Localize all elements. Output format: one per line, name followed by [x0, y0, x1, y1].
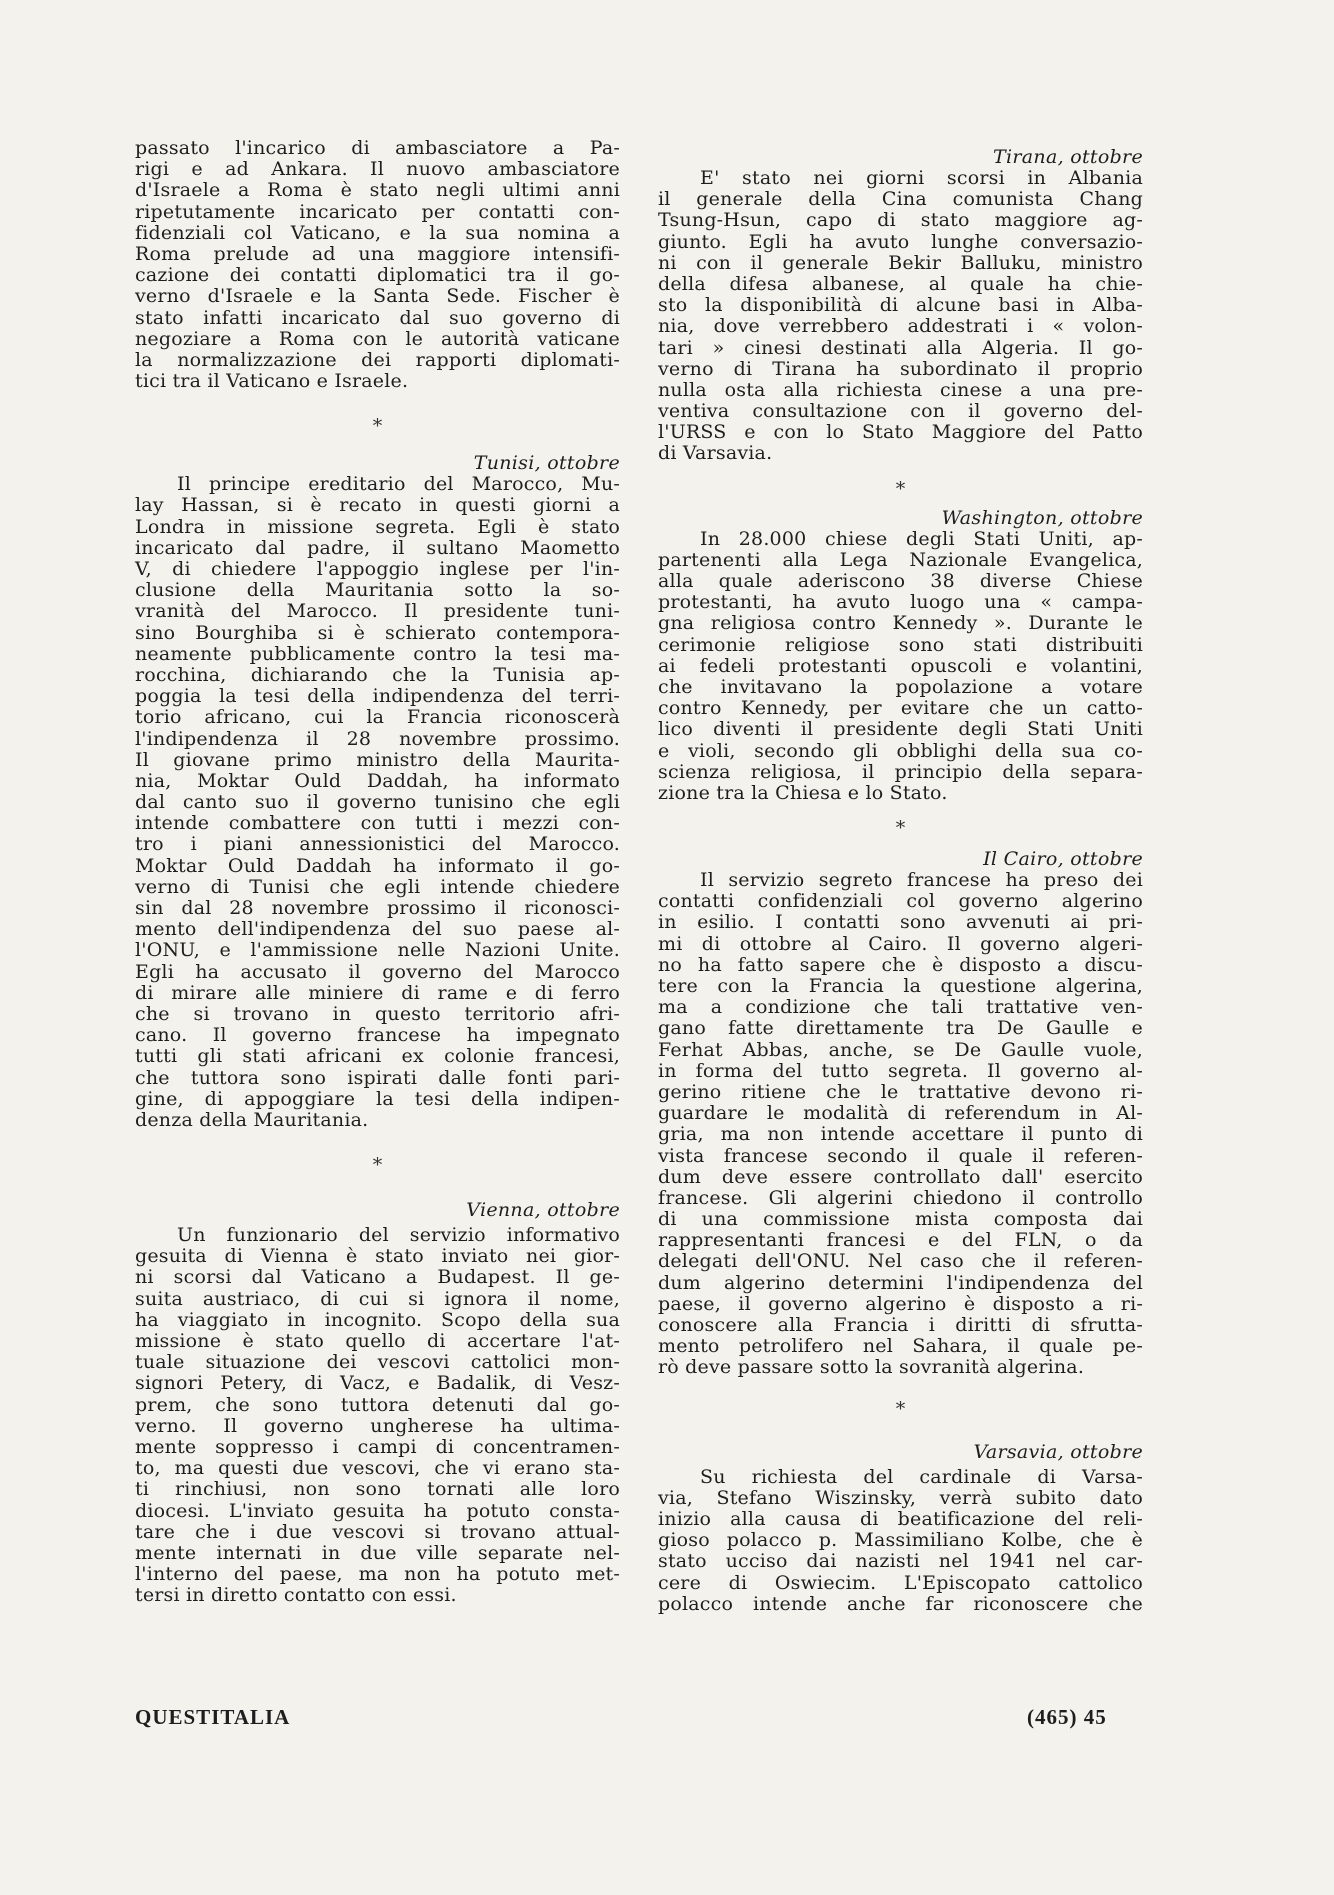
text-line: mi di ottobre al Cairo. Il governo algeri-	[658, 932, 1143, 955]
text-line: nia, dove verrebbero addestrati i « volon-	[658, 315, 1143, 338]
dateline-cairo: Il Cairo, ottobre	[983, 848, 1143, 871]
text-line: nulla osta alla richiesta cinese a una pre-	[658, 378, 1143, 401]
text-line: suita austriaco, di cui si ignora il nome,	[135, 1287, 620, 1310]
text-line: Un funzionario del servizio informativo	[177, 1224, 620, 1247]
text-line: missione è stato quello di accertare l'at-	[135, 1330, 620, 1352]
text-line: gerino ritiene che le trattative devono ri-	[658, 1080, 1143, 1103]
text-line: signori Petery, di Vacz, e Badalik, di Vesz-	[135, 1372, 620, 1395]
text-line: gna religiosa contro Kennedy ». Durante le	[658, 612, 1143, 635]
text-line: cazione dei contatti diplomatici tra il go-	[135, 264, 620, 287]
text-line: cere di Oswiecim. L'Episcopato cattolico	[658, 1571, 1143, 1594]
text-line: contatti confidenziali col governo algerino	[658, 890, 1143, 913]
text-line: gioso polacco p. Massimiliano Kolbe, che è	[658, 1529, 1143, 1552]
text-line: di una commissione mista composta dai	[658, 1208, 1143, 1231]
text-line: lay Hassan, si è recato in questi giorni a	[135, 494, 620, 517]
article-washington	[658, 529, 1143, 804]
text-line: ha viaggiato in incognito. Scopo della sua	[135, 1308, 620, 1331]
dateline-varsavia: Varsavia, ottobre	[973, 1440, 1143, 1463]
text-line: torio africano, cui la Francia riconoscerà	[135, 706, 620, 729]
text-line: polacco intende anche far riconoscere che	[658, 1592, 1143, 1615]
text-line: della difesa albanese, al quale ha chie-	[658, 272, 1143, 295]
text-line: fidenziali col Vaticano, e la sua nomina a	[135, 221, 620, 244]
text-line: dal canto suo il governo tunisino che egli	[135, 791, 620, 814]
text-line: cerimonie religiose sono stati distribuiti	[658, 633, 1143, 656]
dateline-vienna: Vienna, ottobre	[466, 1199, 620, 1222]
text-line: paese, il governo algerino è disposto a ri-	[658, 1292, 1143, 1315]
text-line: to, ma questi due vescovi, che vi erano sta-	[135, 1457, 620, 1480]
page-number: (465) 45	[1027, 1705, 1107, 1729]
left-column	[135, 138, 620, 1606]
text-line: verno di Tunisi che egli intende chiedere	[135, 875, 620, 898]
text-line: mento dell'indipendenza del suo paese al-	[135, 918, 620, 941]
text-line: tersi in diretto contatto con essi.	[135, 1584, 457, 1607]
text-line: tro i piani annessionistici del Marocco.	[135, 833, 620, 856]
text-line: via, Stefano Wiszinsky, verrà subito dato	[658, 1486, 1143, 1509]
text-line: diocesi. L'inviato gesuita ha potuto consta-	[135, 1499, 620, 1522]
text-line: giunto. Egli ha avuto lunghe conversazio-	[658, 230, 1143, 253]
text-line: lico diventi il presidente degli Stati Uniti	[658, 718, 1143, 741]
text-line: dum algerino determini l'indipendenza del	[658, 1271, 1143, 1294]
text-line: l'indipendenza il 28 novembre prossimo.	[135, 727, 620, 750]
text-line: Il giovane primo ministro della Maurita-	[135, 748, 620, 771]
article-cairo	[658, 870, 1143, 1379]
text-line: E' stato nei giorni scorsi in Albania	[700, 167, 1143, 189]
text-line: Londra in missione segreta. Egli è stato	[135, 515, 620, 538]
text-line: gesuita di Vienna è stato inviato nei gior-	[135, 1245, 620, 1268]
text-line: tere con la Francia la questione algerina,	[658, 975, 1143, 997]
text-line: e violi, secondo gli obblighi della sua co-	[658, 739, 1143, 762]
text-line: di mirare alle miniere di rame e di ferro	[135, 981, 620, 1004]
text-line: mente soppresso i campi di concentramen-	[135, 1435, 620, 1458]
text-line: tuale situazione dei vescovi cattolici mon-	[135, 1351, 620, 1374]
text-line: prem, che sono tuttora detenuti dal go-	[135, 1393, 620, 1416]
text-line: vista francese secondo il quale il referen-	[658, 1144, 1143, 1167]
text-line: dum deve essere controllato dall' esercito	[658, 1165, 1143, 1188]
text-line: inizio alla causa di beatificazione del reli-	[658, 1507, 1143, 1530]
text-line: V, di chiedere l'appoggio inglese per l'in-	[135, 558, 620, 580]
text-line: Egli ha accusato il governo del Marocco	[135, 960, 620, 983]
article-tunisi	[135, 474, 620, 1131]
text-line: guardare le modalità di referendum in Al-	[658, 1102, 1143, 1125]
text-line: francese. Gli algerini chiedono il controllo	[658, 1186, 1143, 1209]
text-line: Ferhat Abbas, anche, se De Gaulle vuole,	[658, 1038, 1143, 1061]
text-line: neamente pubblicamente contro la tesi ma-	[135, 642, 620, 665]
text-line: alla quale aderiscono 38 diverse Chiese	[658, 570, 1143, 592]
text-line: verno di Tirana ha subordinato il proprio	[658, 357, 1143, 380]
dateline-tunisi: Tunisi, ottobre	[473, 452, 620, 475]
text-line: clusione della Mauritania sotto la so-	[135, 579, 620, 602]
text-line: Moktar Ould Daddah ha informato il go-	[135, 854, 620, 877]
text-line: Tsung-Hsun, capo di stato maggiore ag-	[658, 209, 1143, 232]
text-line: che tuttora sono ispirati dalle fonti pari-	[135, 1066, 620, 1089]
text-line: verno. Il governo ungherese ha ultima-	[135, 1414, 620, 1437]
text-line: Il principe ereditario del Marocco, Mu-	[177, 473, 620, 496]
text-line: il generale della Cina comunista Chang	[658, 188, 1143, 211]
section-separator: *	[895, 1397, 906, 1420]
text-line: sino Bourghiba si è schierato contempora-	[135, 621, 620, 644]
text-line: la normalizzazione dei rapporti diplomati-	[135, 348, 620, 371]
dateline-tirana: Tirana, ottobre	[993, 146, 1143, 168]
text-line: incaricato dal padre, il sultano Maometto	[135, 536, 620, 559]
magazine-name: QUESTITALIA	[135, 1705, 291, 1729]
text-line: stato ucciso dai nazisti nel 1941 nel car-	[658, 1550, 1143, 1573]
article-varsavia	[658, 1467, 1143, 1615]
text-line: stato infatti incaricato dal suo governo di	[135, 306, 620, 329]
text-line: ni scorsi dal Vaticano a Budapest. Il ge-	[135, 1266, 620, 1289]
text-line: verno d'Israele e la Santa Sede. Fischer è	[135, 285, 620, 308]
text-line: sin dal 28 novembre prossimo il riconosci-	[135, 897, 620, 919]
text-line: che invitavano la popolazione a votare	[658, 675, 1143, 698]
dateline-washington: Washington, ottobre	[941, 506, 1143, 529]
text-line: ma a condizione che tali trattative ven-	[658, 996, 1143, 1019]
text-line: denza della Mauritania.	[135, 1108, 369, 1131]
text-line: vranità del Marocco. Il presidente tuni-	[135, 600, 620, 623]
text-line: Su richiesta del cardinale di Varsa-	[700, 1465, 1143, 1488]
text-line: Il servizio segreto francese ha preso dei	[700, 869, 1143, 892]
article-tirana	[658, 168, 1143, 465]
text-line: zione tra la Chiesa e lo Stato.	[658, 781, 948, 804]
text-line: poggia la tesi della indipendenza del terri-	[135, 685, 620, 708]
text-line: mente internati in due ville separate nel-	[135, 1541, 620, 1564]
text-line: l'ONU, e l'ammissione nelle Nazioni Unite.	[135, 939, 620, 962]
text-line: rocchina, dichiarando che la Tunisia ap-	[135, 663, 620, 686]
text-line: rappresentanti francesi e del FLN, o da	[658, 1229, 1143, 1252]
text-line: ti rinchiusi, non sono tornati alle loro	[135, 1478, 620, 1501]
text-line: sto la disponibilità di alcune basi in Alba-	[658, 294, 1143, 317]
text-line: ripetutamente incaricato per contatti con-	[135, 200, 620, 223]
text-line: intende combattere con tutti i mezzi con-	[135, 812, 620, 835]
text-line: contro Kennedy, per evitare che un catto-	[658, 697, 1143, 720]
text-line: partenenti alla Lega Nazionale Evangelica,	[658, 548, 1143, 571]
text-line: tare che i due vescovi si trovano attual-	[135, 1520, 620, 1543]
text-line: gine, di appoggiare la tesi della indipen-	[135, 1087, 620, 1110]
text-line: no ha fatto sapere che è disposto a discu-	[658, 953, 1143, 976]
section-separator: *	[372, 1154, 383, 1177]
text-line: cano. Il governo francese ha impegnato	[135, 1024, 620, 1047]
text-line: tici tra il Vaticano e Israele.	[135, 370, 409, 393]
text-line: In 28.000 chiese degli Stati Uniti, ap-	[700, 527, 1143, 550]
article-vienna	[135, 1225, 620, 1606]
text-line: gria, ma non intende accettare il punto di	[658, 1123, 1143, 1146]
text-line: gano fatte direttamente tra De Gaulle e	[658, 1017, 1143, 1040]
text-line: tutti gli stati africani ex colonie francesi,	[135, 1045, 620, 1068]
text-line: rò deve passare sotto la sovranità algerina.	[658, 1356, 1085, 1379]
text-line: l'interno del paese, ma non ha potuto met-	[135, 1563, 620, 1586]
text-line: mento petrolifero nel Sahara, il quale pe-	[658, 1335, 1143, 1358]
text-line: ventiva consultazione con il governo del-	[658, 400, 1143, 423]
text-line: scienza religiosa, il principio della separa-	[658, 760, 1143, 783]
text-line: in forma del tutto segreta. Il governo al-	[658, 1059, 1143, 1082]
text-line: nia, Moktar Ould Daddah, ha informato	[135, 769, 620, 792]
section-separator: *	[895, 817, 906, 840]
text-line: in esilio. I contatti sono avvenuti ai pri-	[658, 911, 1143, 934]
text-line: protestanti, ha avuto luogo una « campa-	[658, 591, 1143, 614]
text-line: passato l'incarico di ambasciatore a Pa-	[135, 137, 620, 159]
text-line: delegati dell'ONU. Nel caso che il referen-	[658, 1250, 1143, 1273]
intro-paragraph	[135, 138, 620, 392]
text-line: ni con il generale Bekir Balluku, ministro	[658, 251, 1143, 274]
text-line: l'URSS e con lo Stato Maggiore del Patto	[658, 421, 1143, 444]
text-line: negoziare a Roma con le autorità vaticane	[135, 327, 620, 350]
text-line: rigi e ad Ankara. Il nuovo ambasciatore	[135, 158, 620, 181]
text-line: che si trovano in questo territorio afri-	[135, 1002, 620, 1025]
right-column	[658, 138, 1143, 1615]
text-line: d'Israele a Roma è stato negli ultimi anni	[135, 179, 620, 202]
section-separator: *	[372, 415, 383, 438]
text-line: di Varsavia.	[658, 442, 773, 465]
section-separator: *	[895, 477, 906, 500]
text-line: Roma prelude ad una maggiore intensifi-	[135, 242, 620, 265]
text-line: ai fedeli protestanti opuscoli e volantini,	[658, 654, 1143, 677]
text-line: conoscere alla Francia i diritti di sfrutta-	[658, 1314, 1143, 1336]
text-line: tari » cinesi destinati alla Algeria. Il go-	[658, 336, 1143, 359]
